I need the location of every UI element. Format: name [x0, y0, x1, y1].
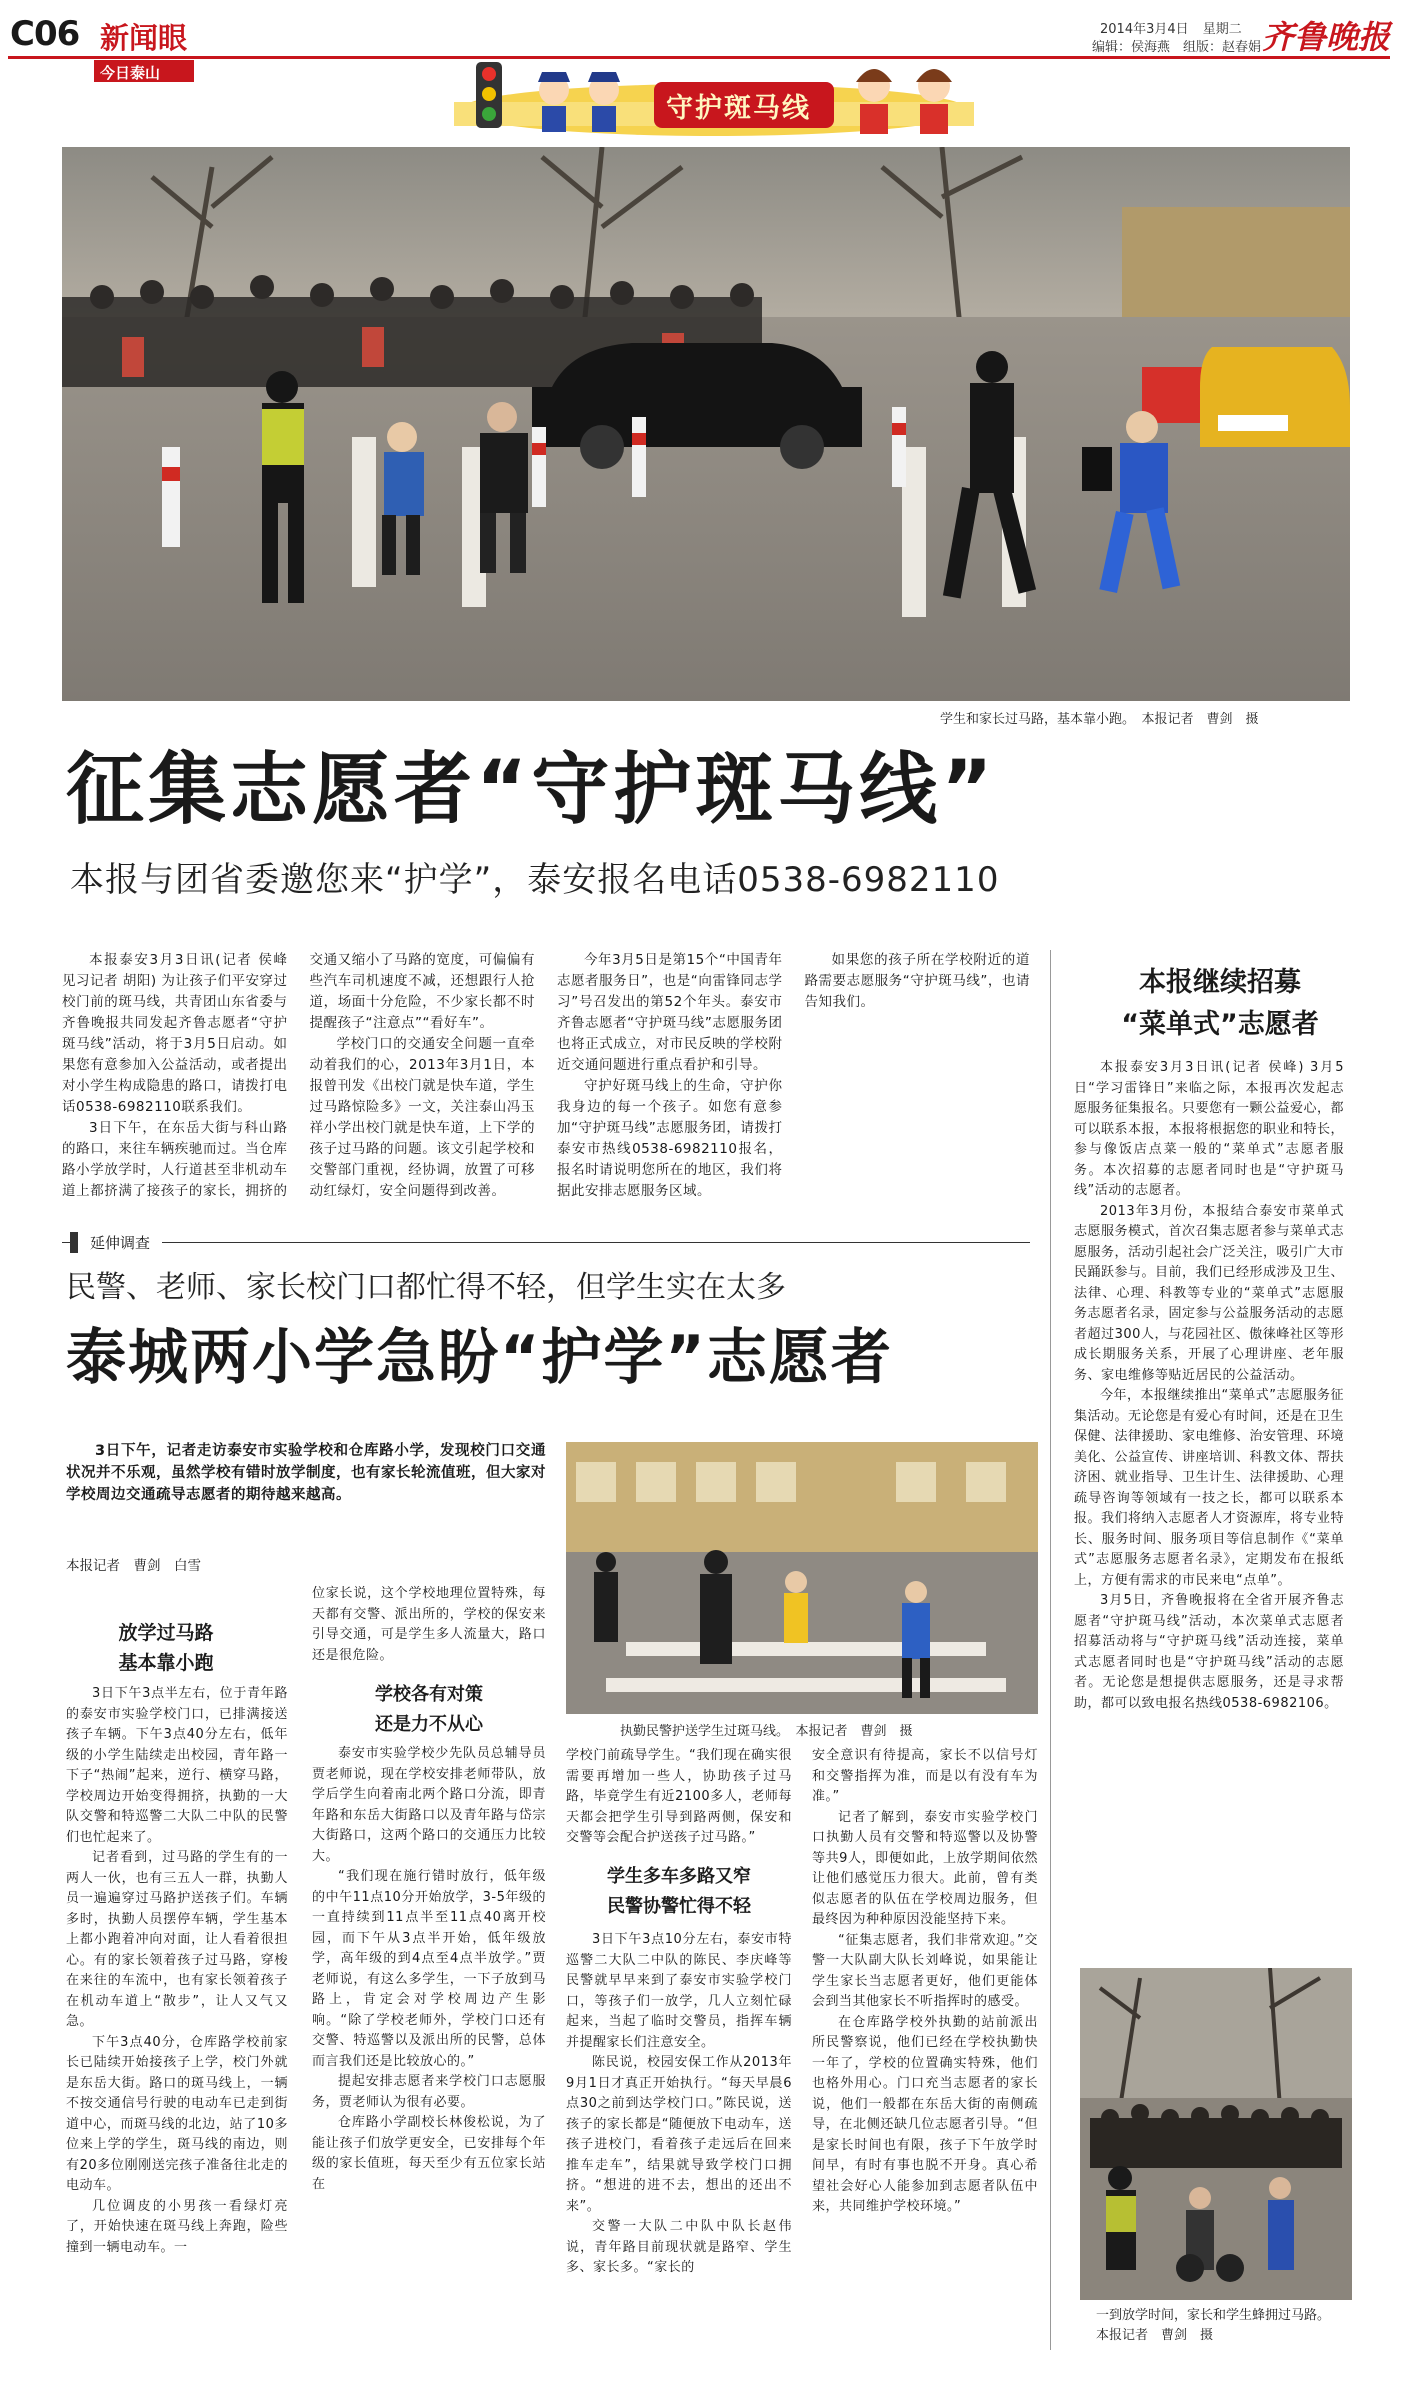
date-text: 2014年3月4日	[1100, 22, 1189, 37]
subhead-1	[66, 1618, 266, 1678]
sidebar-paragraph: 今年，本报继续推出“菜单式”志愿服务征集活动。无论您是有爱心有时间，还是在卫生保健、法律援助、家电维修、治安管理、环境美化、公益宣传、讲座培训、科教文体、帮扶济困、就业指导、卫生计生、法律援助、心理疏导咨询等领域有一技之长，都可以联系本报。我们将纳入志愿者人才资源库，将专业特长、服务时间、服务项目等信息制作《“菜单式”志愿服务志愿者名录》，定期发布在报纸上，方便有需求的市民来电“点单”。	[1074, 1388, 1345, 1588]
feature-paragraph: 3日下午3点10分左右，泰安市特巡警二大队二中队的陈民、李庆峰等民警就早早来到了泰安市实验学校门口，等孩子们一放学，几人立刻忙碌起来，当起了临时交警员，指挥车辆并提醒家长们注意安全。	[566, 1932, 792, 2050]
feature-lead	[66, 1440, 546, 1506]
feature-photo-caption: 执勤民警护送学生过斑马线。 本报记者 曹剑 摄	[620, 1724, 913, 1739]
feature-title: 泰城两小学急盼“护学”志愿者	[66, 1323, 893, 1393]
feature-paragraph: 安全意识有待提高，家长不以信号灯和交警指挥为准，而是以有没有车为准。”	[812, 1748, 1038, 1804]
topic-banner	[454, 52, 974, 144]
feature-column-2b	[312, 1744, 546, 2195]
subhead-3-line1: 学生多车多路又窄	[607, 1866, 751, 1887]
feature-paragraph: 仓库路小学副校长林俊松说，为了能让孩子们放学更安全，已安排每个年级的家长值班，每天至少有五位家长站在	[312, 2115, 546, 2192]
lead-paragraph: 学校门口的交通安全问题一直牵动着我们的心，2013年3月1日，本报曾刊发《出校门就是快车道，学生过马路惊险多》一文，关注泰山冯玉祥小学出校门就是快车道，上下学的孩子过马路的问题。该文引起学校和交警部门重视，经协调，放置了可移动红绿灯，安全问题得到改善。	[309, 1036, 535, 1199]
section-name: 新闻眼	[100, 21, 188, 55]
feature-column-3a	[566, 1746, 792, 1849]
lead-paragraph: 今年3月5日是第15个“中国青年志愿者服务日”，也是“向雷锋同志学习”号召发出的第52个年头。泰安市齐鲁志愿者“守护斑马线”志愿服务团也将正式成立，对市民反映的学校附近交通问题进行重点看护和引导。	[557, 952, 783, 1073]
sidebar-crowd-scene	[1080, 1968, 1352, 2300]
feature-paragraph: 3日下午3点半左右，位于青年路的泰安市实验学校门口，已排满接送孩子车辆。下午3点40分左右，低年级的小学生陆续走出校园，青年路一下子“热闹”起来，逆行、横穿马路，学校周边开始变得拥挤，执勤的一大队交警和特巡警二大队二中队的民警们也忙起来了。	[66, 1686, 288, 1845]
sidebar-paragraph: 3月5日，齐鲁晚报将在全省开展齐鲁志愿者“守护斑马线”活动，本次菜单式志愿者招募活动将与“守护斑马线”活动连接，菜单式志愿者同时也是“守护斑马线”活动的志愿者。无论您是想提供志愿服务，还是寻求帮助，都可以致电报名热线0538-6982106。	[1074, 1593, 1344, 1711]
subsection-name: 今日泰山	[100, 64, 161, 82]
column-divider	[1050, 950, 1051, 2350]
sidebar-photo	[1080, 1968, 1352, 2300]
lead-paragraph: 如果您的孩子所在学校附近的道路需要志愿服务“守护斑马线”，也请告知我们。	[804, 952, 1030, 1010]
issue-date	[1100, 18, 1242, 37]
feature-paragraph: 学校门前疏导学生。“我们现在确实很需要再增加一些人，协助孩子过马路，毕竟学生有近2100多人，老师每天都会把学生引导到路两侧，保安和交警等会配合护送孩子过马路。”	[566, 1748, 792, 1845]
main-subtitle: 本报与团省委邀您来“护学”，泰安报名电话0538-6982110	[70, 860, 1000, 900]
sidebar-paragraph: 2013年3月份，本报结合泰安市菜单式志愿服务模式，首次召集志愿者参与菜单式志愿服务，活动引起社会广泛关注，吸引广大市民踊跃参与。目前，我们已经形成涉及卫生、法律、心理、科教等专业的“菜单式”志愿服务志愿者名录，固定参与公益服务活动的志愿者超过300人，与花园社区、傲徕峰社区等形成长期服务关系，开展了心理讲座、老年服务、家电维修等贴近居民的公益活动。	[1074, 1203, 1345, 1383]
feature-paragraph: “征集志愿者，我们非常欢迎。”交警一大队副大队长刘峰说，如果能让学生家长当志愿者更好，他们更能体会到当其他家长不听指挥时的感受。	[812, 1932, 1038, 2009]
feature-tag: 延伸调查	[70, 1232, 162, 1253]
subhead-3	[566, 1862, 792, 1922]
subhead-2-line2: 还是力不从心	[375, 1714, 483, 1735]
subhead-2	[312, 1680, 546, 1740]
top-photo	[62, 147, 1350, 701]
feature-lead-text: 3日下午，记者走访泰安市实验学校和仓库路小学，发现校门口交通状况并不乐观，虽然学校有错时放学制度，也有家长轮流值班，但大家对学校周边交通疏导志愿者的期待越来越高。	[66, 1443, 546, 1503]
feature-paragraph: 记者看到，过马路的学生有的一两人一伙，也有三五人一群，执勤人员一遍遍穿过马路护送孩子们。车辆多时，执勤人员摆停车辆，学生基本上都小跑着冲向对面，让人看着很担心。有的家长领着孩子过马路，穿梭在来往的车流中，也有家长领着孩子在机动车道上“散步”，让人又气又急。	[66, 1850, 288, 2029]
sidebar-photo-caption: 一到放学时间，家长和学生蜂拥过马路。 本报记者 曹剑 摄	[1096, 2308, 1337, 2343]
feature-paragraph: 陈民说，校园安保工作从2013年9月1日才真正开始执行。“每天早晨6点30之前到达学校门口。”陈民说，送孩子的家长都是“随便放下电动车，送孩子进校门，看着孩子走远后在回来推车走车”，结果就导致学校门口拥挤。“想进的进不去，想出的还出不来”。	[566, 2055, 792, 2214]
feature-paragraph: 位家长说，这个学校地理位置特殊，每天都有交警、派出所的，学校的保安来引导交通，可是学生多人流量大，路口还是很危险。	[312, 1586, 546, 1663]
feature-deck: 民警、老师、家长校门口都忙得不轻，但学生实在太多	[66, 1270, 786, 1305]
page-code: C06	[10, 14, 80, 54]
paper-logo: 齐鲁晚报	[1262, 18, 1391, 56]
lead-paragraph: 本报泰安3月3日讯(记者 侯峰 见习记者 胡阳) 为让孩子们平安穿过校门前的斑马线，共青团山东省委与齐鲁晚报共同发起齐鲁志愿者“守护斑马线”活动，将于3月5日启动。如果您有意参加入公益活动，或者提出对小学生构成隐患的路口，请拨打电话0538-6982110联系我们。	[62, 952, 302, 1115]
feature-top-rule	[62, 1242, 1030, 1243]
sidebar-article	[1074, 1058, 1344, 1714]
feature-paragraph: “我们现在施行错时放行，低年级的中午11点10分开始放学，3-5年级的一直持续到11点半至11点40离开校园，而下午从3点半开始，低年级放学，高年级的到4点至4点半放学。”贾老师说，有这么多学生，一下子放到马路上，肯定会对学校周边产生影响。“除了学校老师外，学校门口还有交警、特巡警以及派出所的民警，总体而言我们还是比较放心的。”	[312, 1869, 546, 2069]
feature-column-1	[66, 1684, 288, 2258]
feature-paragraph: 交警一大队二中队中队长赵伟说，青年路目前现状就是路窄、学生多、家长多。“家长的	[566, 2219, 792, 2275]
sidebar-paragraph: 本报泰安3月3日讯(记者 侯峰) 3月5日“学习雷锋日”来临之际，本报再次发起志愿服务征集报名。只要您有一颗公益爱心，都可以联系本报，本报将根据您的职业和特长，参与像饭店点菜一般的“菜单式”志愿者服务。本次招募的志愿者同时也是“守护斑马线”活动的志愿者。	[1074, 1060, 1345, 1198]
feature-paragraph: 记者了解到，泰安市实验学校门口执勤人员有交警和特巡警以及协警等共9人，即便如此，上放学期间依然让他们感觉压力很大。此前，曾有类似志愿者的队伍在学校周边服务，但最终因为种种原因没能坚持下来。	[812, 1809, 1038, 1927]
sidebar-title-1: 本报继续招募	[1139, 967, 1301, 998]
feature-paragraph: 下午3点40分，仓库路学校前家长已陆续开始接孩子上学，校门外就是东岳大街。路口的斑马线上，一辆不按交通信号行驶的电动车已走到街道中心，而斑马线的北边，站了10多位来上学的学生，斑马线的南边，则有20多位刚刚送完孩子准备往北走的电动车。	[66, 2034, 288, 2193]
lead-paragraph: 守护好斑马线上的生命，守护你我身边的每一个孩子。如您有意参加“守护斑马线”志愿服务团，请拨打泰安市热线0538-6982110报名，报名时请说明您所在的地区，我们将据此安排志愿服务区域。	[557, 1078, 783, 1199]
weekday-text: 星期二	[1202, 22, 1242, 37]
top-photo-caption: 学生和家长过马路，基本靠小跑。 本报记者 曹剑 摄	[940, 712, 1259, 727]
lead-paragraph: 3日下午，在东岳大街与科山路的路口，来往车辆疾驰而过。当仓库路小学放学时，人行道甚至非机动车道上都挤满了接孩子的家长，拥挤的交通又缩小了马路的宽度，可偏偏有些汽车司机速度不减，还想跟行人抢道，场面十分危险，不少家长都不时提醒孩子“注意点”“看好车”。	[62, 952, 535, 1199]
banner-title: 守护斑马线	[666, 93, 811, 124]
crossing-scene	[62, 147, 1350, 701]
sidebar-title-2: “菜单式”志愿者	[1121, 1009, 1319, 1040]
feature-column-4	[812, 1746, 1038, 2218]
lead-article	[62, 950, 1030, 1210]
subhead-3-line2: 民警协警忙得不轻	[607, 1896, 751, 1917]
feature-paragraph: 泰安市实验学校少先队员总辅导员贾老师说，现在学校安排老师带队，放学后学生向着南北两个路口分流，即青年路和东岳大街路口以及青年路与岱宗大街路口，这两个路口的交通压力比较大。	[312, 1746, 546, 1864]
editor-credits: 编辑：侯海燕 组版：赵春娟	[1092, 40, 1262, 55]
feature-paragraph: 几位调皮的小男孩一看绿灯亮了，开始快速在斑马线上奔跑，险些撞到一辆电动车。一	[66, 2198, 288, 2255]
feature-column-2a	[312, 1584, 546, 1666]
feature-column-3b	[566, 1930, 792, 2279]
subhead-2-line1: 学校各有对策	[375, 1684, 483, 1705]
feature-paragraph: 提起安排志愿者来学校门口志愿服务，贾老师认为很有必要。	[312, 2074, 546, 2110]
feature-byline: 本报记者 曹剑 白雪	[66, 1558, 201, 1574]
school-gate-scene	[566, 1442, 1038, 1714]
feature-paragraph: 在仓库路学校外执勤的站前派出所民警察说，他们已经在学校执勤快一年了，学校的位置确实特殊，他们也格外用心。门口充当志愿者的家长说，他们一般都在东岳大街的南侧疏导，在北侧还缺几位志愿者引导。“但是家长时间也有限，孩子下午放学时间早，有时有事也脱不开身。真心希望社会好心人能参加到志愿者队伍中来，共同维护学校环境。”	[812, 2014, 1038, 2214]
subhead-1-line1: 放学过马路	[118, 1622, 214, 1644]
feature-photo	[566, 1442, 1038, 1714]
main-headline: 征集志愿者“守护斑马线”	[66, 745, 997, 835]
subhead-1-line2: 基本靠小跑	[118, 1652, 214, 1674]
